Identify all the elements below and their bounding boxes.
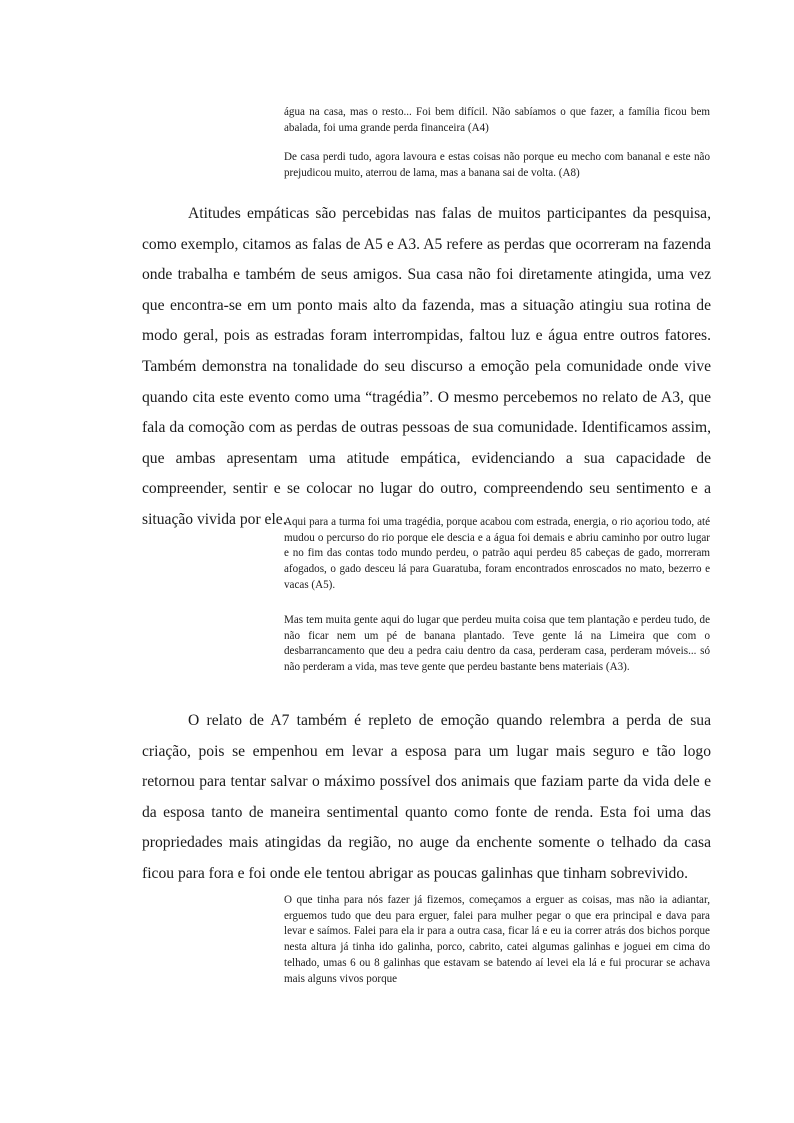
body-paragraph-a7: O relato de A7 também é repleto de emoção quando relembra a perda de sua criação, pois se empenhou em levar a esposa para um lugar mais seguro e tão logo retornou para tentar salvar o máximo possível dos animais que faziam parte da vida dele e da esposa tanto de maneira sentimental quanto como fonte de renda. Esta foi uma das propriedades mais atingidas da região, no auge da enchente somente o telhado da casa ficou para fora e foi onde ele tentou abrigar as poucas galinhas que tinham sobrevivido. [142, 712, 711, 882]
quote-a7: O que tinha para nós fazer já fizemos, começamos a erguer as coisas, mas não ia adiantar, erguemos tudo que deu para erguer, falei para mulher pegar o que era principal e dava para levar e saímos. Falei para ela ir para a outra casa, ficar lá e eu ia correr atrás dos bichos porque nesta altura já tinha ido galinha, porco, cabrito, catei algumas galinhas e joguei em cima do telhado, umas 6 ou 8 galinhas que estavam se batendo aí levei ela lá e fui procurar se achava mais alguns vivos porque [284, 894, 710, 985]
quote-a5: Aqui para a turma foi uma tragédia, porque acabou com estrada, energia, o rio açoriou todo, até mudou o percurso do rio porque ele descia e a água foi demais e abriu caminho por outro lugar e no fim das contas todo mundo perdeu, o patrão aqui perdeu 85 cabeças de gado, morreram afogados, o gado desceu lá para Guaratuba, foram encontrados enroscados no mato, bezerro e vacas (A5). [284, 516, 710, 591]
quote-a8: De casa perdi tudo, agora lavoura e estas coisas não porque eu mecho com bananal e este não prejudicou muito, aterrou de lama, mas a banana sai de volta. (A8) [284, 151, 710, 179]
body-paragraph-empathy: Atitudes empáticas são percebidas nas falas de muitos participantes da pesquisa, como exemplo, citamos as falas de A5 e A3. A5 refere as perdas que ocorreram na fazenda onde trabalha e também de seus amigos. Sua casa não foi diretamente atingida, uma vez que encontra-se em um ponto mais alto da fazenda, mas a situação atingiu sua rotina de modo geral, pois as estradas foram interrompidas, faltou luz e água entre outros fatores. Também demonstra na tonalidade do seu discurso a emoção pela comunidade onde vive quando cita este evento como uma “tragédia”. O mesmo percebemos no relato de A3, que fala da comoção com as perdas de outras pessoas de sua comunidade. Identificamos assim, que ambas apresentam uma atitude empática, evidenciando a sua capacidade de compreender, sentir e se colocar no lugar do outro, compreendendo seu sentimento e a situação vivida por ele. [142, 205, 711, 528]
quote-a4: água na casa, mas o resto... Foi bem difícil. Não sabíamos o que fazer, a família ficou bem abalada, foi uma grande perda financeira (A4) [284, 106, 710, 134]
quote-a3: Mas tem muita gente aqui do lugar que perdeu muita coisa que tem plantação e perdeu tudo, de não ficar nem um pé de banana plantado. Teve gente lá na Limeira que com o desbarrancamento que deu a pedra caiu dentro da casa, perderam casa, perderam móveis... só não perderam a vida, mas teve gente que perdeu bastante bens materiais (A3). [284, 614, 710, 674]
